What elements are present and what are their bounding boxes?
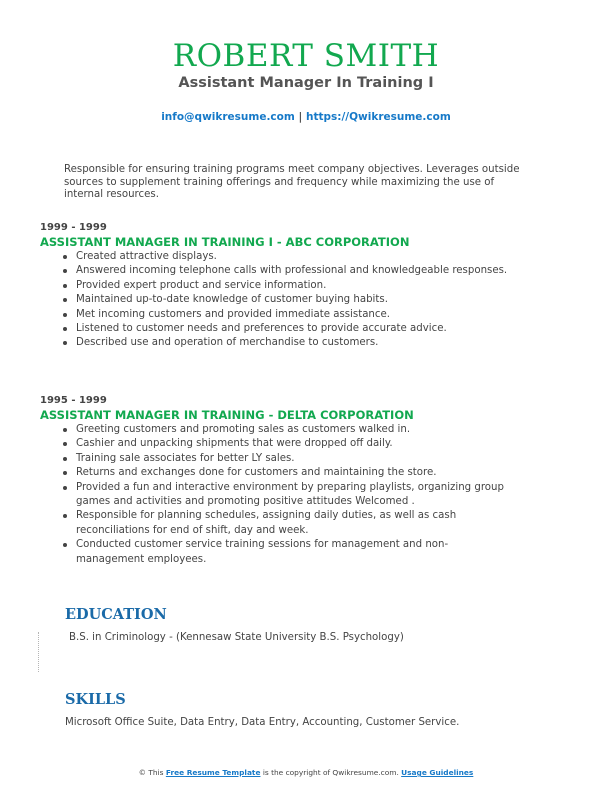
free-resume-template-link[interactable]: Free Resume Template xyxy=(165,768,261,777)
list-item: Conducted customer service training sessions for management and non-management employees. xyxy=(76,538,516,567)
email-link[interactable]: info@qwikresume.com xyxy=(161,111,295,123)
list-item: Provided expert product and service information. xyxy=(76,279,516,293)
contact-line xyxy=(0,111,612,123)
list-item: Answered incoming telephone calls with professional and knowledgeable responses. xyxy=(76,264,516,278)
section-divider xyxy=(38,632,39,672)
list-item: Met incoming customers and provided immediate assistance. xyxy=(76,308,516,322)
job-bullet-list xyxy=(40,423,560,567)
job-title: ASSISTANT MANAGER IN TRAINING - DELTA CORPORATION xyxy=(40,408,414,422)
footer-prefix: © This xyxy=(138,768,164,777)
candidate-name: ROBERT SMITH xyxy=(172,38,440,74)
footer xyxy=(0,768,612,777)
list-item: Created attractive displays. xyxy=(76,250,516,264)
education-entry: B.S. in Criminology - (Kennesaw State University B.S. Psychology) xyxy=(69,632,404,643)
job-entry-2 xyxy=(40,395,560,567)
list-item: Greeting customers and promoting sales as customers walked in. xyxy=(76,423,516,437)
skills-heading: SKILLS xyxy=(65,691,126,708)
list-item: Maintained up-to-date knowledge of customer buying habits. xyxy=(76,293,516,307)
list-item: Provided a fun and interactive environment by preparing playlists, organizing group games and activities and promoting positive attitudes Welcomed . xyxy=(76,481,516,510)
list-item: Responsible for planning schedules, assigning daily duties, as well as cash reconciliations for end of shift, day and week. xyxy=(76,509,516,538)
footer-copyright-text: is the copyright of Qwikresume.com. xyxy=(262,768,399,777)
job-dates: 1995 - 1999 xyxy=(40,395,107,406)
job-role-title: Assistant Manager In Training I xyxy=(178,75,434,91)
list-item: Described use and operation of merchandise to customers. xyxy=(76,336,516,350)
list-item: Listened to customer needs and preferences to provide accurate advice. xyxy=(76,322,516,336)
list-item: Cashier and unpacking shipments that were dropped off daily. xyxy=(76,437,516,451)
education-heading: EDUCATION xyxy=(65,606,167,623)
usage-guidelines-link[interactable]: Usage Guidelines xyxy=(401,768,474,777)
contact-separator: | xyxy=(298,111,303,123)
job-bullet-list xyxy=(40,250,560,351)
list-item: Training sale associates for better LY sales. xyxy=(76,452,516,466)
website-link[interactable]: https://Qwikresume.com xyxy=(305,111,451,123)
list-item: Returns and exchanges done for customers and maintaining the store. xyxy=(76,466,516,480)
job-entry-1 xyxy=(40,222,560,351)
job-title: ASSISTANT MANAGER IN TRAINING I - ABC CORPORATION xyxy=(40,235,410,249)
summary-paragraph: Responsible for ensuring training programs meet company objectives. Leverages outside sources to supplement training offerings and frequency while maximizing the use of internal resources. xyxy=(64,164,520,200)
skills-list: Microsoft Office Suite, Data Entry, Data Entry, Accounting, Customer Service. xyxy=(65,717,460,728)
job-dates: 1999 - 1999 xyxy=(40,222,107,233)
